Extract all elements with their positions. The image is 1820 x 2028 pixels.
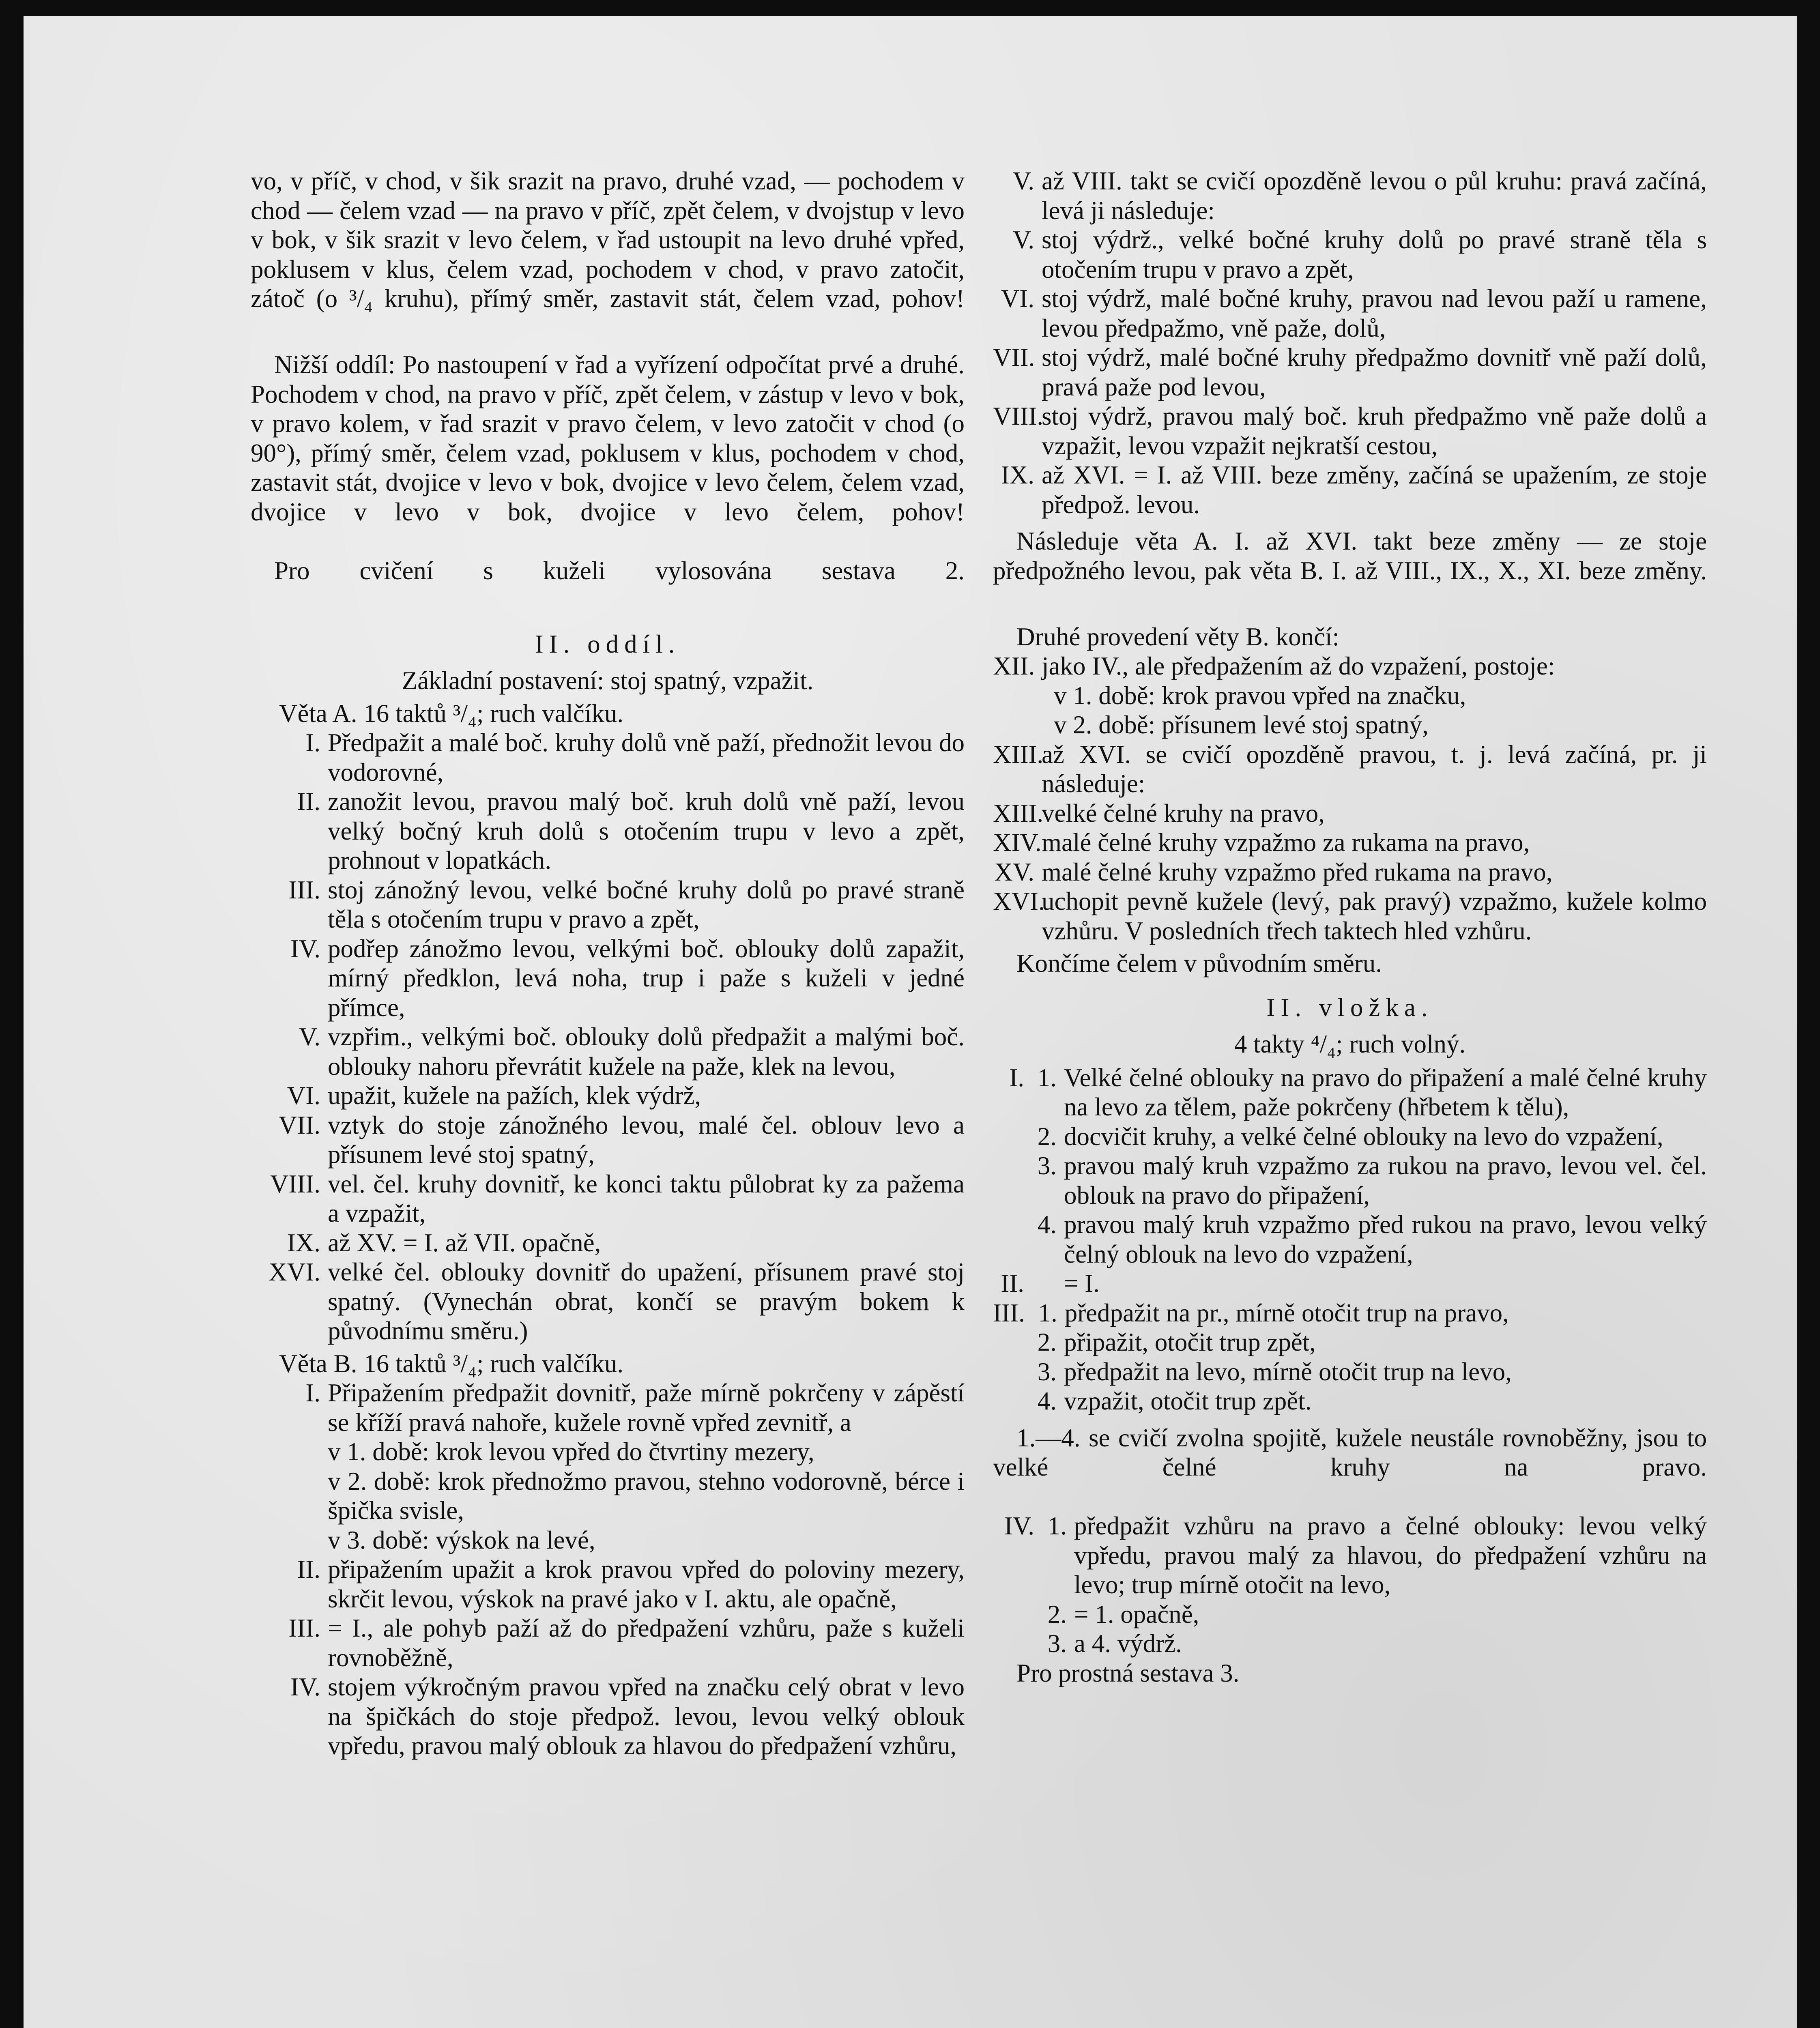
list-item [993,1063,1707,1122]
item-number: VI. [1001,284,1034,313]
item-text: zanožit levou, pravou malý boč. kruh dolů vně paží, levou velký bočný kruh dolů s otočením trupu v levo a zpět, prohnout v lopatkách. [328,787,965,874]
item-text: předpažit na pr., mírně otočit trup na pravo, [1064,1298,1509,1327]
item-text: = 1. opačně, [1074,1600,1199,1628]
sentence-b-list [251,1378,965,1761]
item-number: I. [1009,1063,1024,1092]
item-number [993,1210,1031,1269]
lower-division-paragraph: Nižší oddíl: Po nastoupení v řad a vyřízení odpočítat prvé a druhé. Pochodem v chod, na pravo v příč, zpět čelem, v zástup v levo v bok, v pravo kolem, v řad srazit v pravo čelem, v levo zatočit v chod (o 90°), přímý směr, čelem vzad, poklusem v klus, pochodem v chod, zastavit stát, dvojice v levo v bok, dvojice v levo čelem, čelem vzad, dvojice v levo v bok, dvojice v levo čelem, pohov! [251,350,965,526]
list-item [251,1081,965,1111]
list-item [993,1600,1707,1629]
item-number [993,1151,1031,1210]
list-item [251,1111,965,1169]
item-number: II. [1001,1269,1024,1298]
right-list-2 [993,740,1707,946]
item-text: malé čelné kruhy vzpažmo za rukama na pravo, [1042,828,1530,857]
basic-position: Základní postavení: stoj spatný, vzpažit. [402,666,814,695]
step-number: 3. [1047,1629,1067,1658]
item-text: stoj zánožný levou, velké bočné kruhy dolů po pravé straně těla s otočením trupu v pravo a zpět, [328,875,965,933]
item-text: = I. [1064,1269,1100,1298]
item-number: XVI. [993,887,1045,915]
item-text: předpažit na levo, mírně otočit trup na levo, [1064,1357,1512,1386]
item-number: XV. [994,857,1034,886]
item-text: docvičit kruhy, a velké čelné oblouky na levo do vzpažení, [1064,1122,1663,1151]
insert-list-1 [993,1063,1707,1416]
item-number: XIII. [993,740,1044,769]
item-number: V. [1012,226,1034,254]
item-text: připažit, otočit trup zpět, [1064,1328,1316,1356]
step-number: 3. [1037,1357,1057,1386]
item-text: vzpažit, otočit trup zpět. [1064,1387,1312,1415]
item-text: stoj výdrž, malé bočné kruhy, pravou nad levou paží u ramene, levou předpažmo, vně paže, dolů, [1042,284,1707,342]
item-number: III. [288,875,320,904]
step-number: 1. [1037,1063,1057,1092]
intro-paragraph: vo, v příč, v chod, v šik srazit na pravo, druhé vzad, — pochodem v chod — čelem vzad — na pravo v příč, zpět čelem, v dvojstup v levo v bok, v šik srazit v levo čelem, v řad ustoupit na levo druhé vpřed, poklusem v klus, čelem vzad, pochodem v chod, v pravo zatočit, zátoč (o ³/₄ kruhu), přímý směr, zastavit stát, čelem vzad, pohov! [251,167,965,313]
item-number [993,1600,1042,1629]
list-item [251,1257,965,1346]
sub-step: v 2. době: krok přednožmo pravou, stehno vodorovně, bérce i špička svisle, [328,1467,965,1525]
list-item [993,1328,1707,1357]
item-text: podřep zánožmo levou, velkými boč. oblouky dolů zapažit, mírný předklon, levá noha, trup i paže s kuželi v jedné přímce, [328,934,965,1022]
item-number [993,1328,1031,1357]
item-number: IV. [1004,1512,1034,1540]
item-text: a 4. výdrž. [1074,1629,1182,1658]
item-text: až VIII. takt se cvičí opozděně levou o půl kruhu: pravá začíná, levá ji následuje: [1042,167,1707,225]
item-number: VII. [278,1111,320,1139]
list-item [251,1228,965,1258]
item-text: velké čelné kruhy na pravo, [1042,799,1325,827]
final-note: Pro prostná sestava 3. [1016,1658,1240,1687]
item-number: VIII. [993,402,1044,430]
list-item [993,1210,1707,1269]
sentence-b-heading: Věta B. 16 taktů ³/₄; ruch valčíku. [279,1349,624,1378]
list-item [993,284,1707,343]
item-text: jako IV., ale předpažením až do vzpažení, postoje: [1042,652,1555,680]
item-number: XVI. [269,1258,320,1286]
item-number: III. [993,1298,1025,1327]
list-item [993,1122,1707,1151]
sentence-a-list [251,728,965,1346]
item-text: připažením upažit a krok pravou vpřed do poloviny mezery, skrčit levou, výskok na pravé jako v I. aktu, ale opačně, [328,1555,965,1613]
item-number: IX. [287,1228,320,1257]
sub-step: v 3. době: výskok na levé, [328,1525,595,1554]
item-text: vztyk do stoje zánožného levou, malé čel. oblouv levo a přísunem levé stoj spatný, [328,1111,965,1169]
list-item [251,875,965,934]
item-number: II. [297,787,320,816]
list-item [993,460,1707,519]
list-item [251,787,965,875]
item-number: IV. [290,934,320,963]
list-item [251,728,965,787]
list-item [993,651,1707,681]
step-number: 3. [1037,1151,1057,1180]
list-item [993,402,1707,460]
list-item [993,828,1707,857]
section-heading: II. oddíl. [535,629,681,658]
insert-list-2 [993,1511,1707,1658]
item-number: VIII. [270,1169,320,1198]
item-number: XIII. [993,799,1044,827]
tempo-line: 4 takty ⁴/₄; ruch volný. [1234,1030,1466,1058]
list-item [993,1629,1707,1658]
list-item [251,1022,965,1081]
item-text: Velké čelné oblouky na pravo do připažení a malé čelné kruhy na levo za tělem, paže pokrčeny (hřbetem k tělu), [1064,1063,1707,1121]
right-column [993,166,1707,1688]
right-list-1 [993,166,1707,519]
list-item [993,1511,1707,1600]
list-item [251,934,965,1023]
item-number [993,1357,1031,1387]
list-item [993,740,1707,799]
insert-heading: II. vložka. [1266,993,1433,1022]
list-item [993,887,1707,945]
item-text: vel. čel. kruhy dovnitř, ke konci taktu půlobrat ky za pažema a vzpažit, [328,1169,965,1227]
item-text: upažit, kužele na pažích, klek výdrž, [328,1081,701,1110]
list-item [993,343,1707,402]
sub-step: v 1. době: krok pravou vpřed na značku, [1054,681,1466,710]
item-text: předpažit vzhůru na pravo a čelné oblouky: levou velký vpředu, pravou malý za hlavou, do předpažení vzhůru na levo; trup mírně otočit na levo, [1074,1512,1707,1599]
item-text: Předpažit a malé boč. kruhy dolů vně paží, přednožit levou do vodorovné, [328,728,965,786]
sentence-a-heading: Věta A. 16 taktů ³/₄; ruch valčíku. [279,699,624,728]
item-text: = I., ale pohyb paží až do předpažení vzhůru, paže s kuželi rovnoběžně, [328,1614,965,1672]
item-text: až XVI. se cvičí opozděně pravou, t. j. levá začíná, pr. ji následuje: [1042,740,1707,798]
insert-note: 1.—4. se cvičí zvolna spojitě, kužele neustále rovnoběžny, jsou to velké čelné kruhy na pravo. [993,1423,1707,1481]
item-number: V. [1012,167,1034,195]
item-number [993,1629,1042,1658]
item-text: velké čel. oblouky dovnitř do upažení, přísunem pravé stoj spatný. (Vynechán obrat, končí se pravým bokem k původnímu směru.) [328,1258,965,1345]
list-item [993,225,1707,284]
item-number: V. [299,1023,320,1051]
step-number: 1. [1038,1298,1057,1327]
item-text: stoj výdrž, pravou malý boč. kruh předpažmo vně paže dolů a vzpažit, levou vzpažit nejkratší cestou, [1042,402,1707,460]
sub-step: v 1. době: krok levou vpřed do čtvrtiny mezery, [328,1437,814,1466]
item-number [993,1386,1031,1416]
item-number: III. [288,1614,320,1642]
item-number: I. [305,728,320,757]
list-item [251,1672,965,1761]
step-number: 2. [1047,1600,1067,1628]
draw-note: Pro cvičení s kuželi vylosována sestava 2. [274,556,965,585]
item-text: stoj výdrž, malé bočné kruhy předpažmo dovnitř vně paží dolů, pravá paže pod levou, [1042,343,1707,401]
item-number: IV. [290,1673,320,1701]
list-item [251,1169,965,1228]
item-text: až XV. = I. až VII. opačně, [328,1228,601,1257]
item-number: XII. [993,652,1035,680]
step-number: 1. [1047,1512,1067,1540]
step-number: 2. [1037,1328,1057,1356]
step-number [1031,1269,1064,1298]
second-execution: Druhé provedení věty B. končí: [1016,622,1340,651]
list-item [251,1613,965,1672]
item-number: VI. [287,1081,320,1110]
item-text: pravou malý kruh vzpažmo před rukou na pravo, levou velký čelný oblouk na levo do vzpažení, [1064,1210,1707,1268]
item-text: malé čelné kruhy vzpažmo před rukama na pravo, [1042,857,1553,886]
item-number: IX. [1001,461,1034,489]
item-text: až XVI. = I. až VIII. beze změny, začíná se upažením, ze stoje předpož. levou. [1042,461,1707,519]
item-text: vzpřim., velkými boč. oblouky dolů předpažit a malými boč. oblouky nahoru převrátit kužele na paže, klek na levou, [328,1023,965,1081]
list-item [251,1555,965,1613]
item-number: I. [305,1379,320,1407]
left-column [251,166,965,1761]
list-item [993,799,1707,828]
item-text: stoj výdrž., velké bočné kruhy dolů po pravé straně těla s otočením trupu v pravo a zpět, [1042,226,1707,284]
follow-paragraph: Následuje věta A. I. až XVI. takt beze změny — ze stoje předpožného levou, pak věta B. I. až VIII., IX., X., XI. beze změny. [993,527,1707,585]
item-text: stojem výkročným pravou vpřed na značku celý obrat v levo na špičkách do stoje předpož. levou, levou velký oblouk vpředu, pravou malý oblouk za hlavou do předpažení vzhůru, [328,1673,965,1760]
list-item [251,1378,965,1437]
list-item [993,1357,1707,1387]
list-item [993,857,1707,887]
item-number: XIV. [993,828,1042,857]
item-number: II. [297,1555,320,1583]
item-text: pravou malý kruh vzpažmo za rukou na pravo, levou vel. čel. oblouk na pravo do připažení, [1064,1151,1707,1209]
item-text: uchopit pevně kužele (levý, pak pravý) vzpažmo, kužele kolmo vzhůru. V posledních třech taktech hled vzhůru. [1042,887,1707,945]
list-item [993,1386,1707,1416]
step-number: 4. [1037,1210,1057,1239]
list-item [993,1269,1707,1298]
page [24,16,1797,2028]
list-item [993,1298,1707,1328]
item-text: Připažením předpažit dovnitř, paže mírně pokrčeny v zápěstí se kříží pravá nahoře, kužele rovně vpřed zevnitř, a [328,1379,965,1437]
step-number: 2. [1037,1122,1057,1151]
item-number: VII. [993,343,1035,372]
list-item [993,1151,1707,1210]
item-number [993,1122,1031,1151]
sub-step: v 2. době: přísunem levé stoj spatný, [1054,711,1429,739]
step-number: 4. [1037,1387,1057,1415]
list-item [993,166,1707,225]
end-note: Končíme čelem v původním směru. [1016,949,1382,977]
